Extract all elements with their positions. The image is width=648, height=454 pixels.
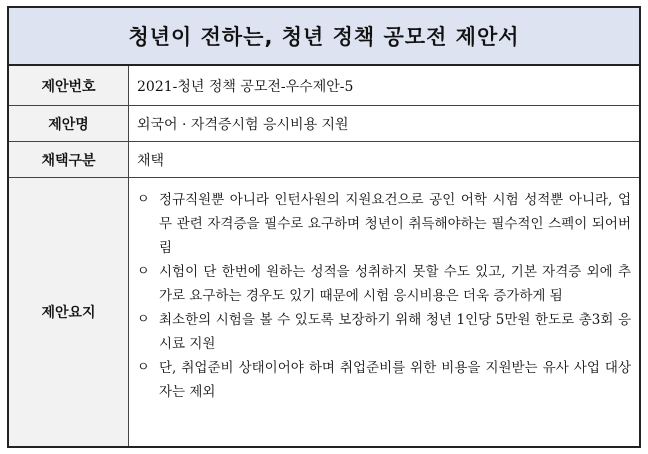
proposal-number-label: 제안번호 bbox=[9, 66, 129, 105]
title-row bbox=[9, 8, 639, 66]
summary-point-text: 정규직원뿐 아니라 인턴사원의 지원요건으로 공인 어학 시험 성적뿐 아니라, 업무 관련 자격증을 필수로 요구하며 청년이 취득해야하는 필수적인 스펙이 되어버림 bbox=[159, 192, 631, 256]
bullet-circle-icon: ㅇ bbox=[137, 312, 150, 327]
summary-point bbox=[137, 356, 631, 404]
row-proposal-name bbox=[9, 106, 639, 142]
summary-point-text: 시험이 단 한번에 원하는 성적을 성취하지 못할 수도 있고, 기본 자격증 외에 추가로 요구하는 경우도 있기 때문에 시험 응시비용은 더욱 증가하게 됨 bbox=[159, 264, 631, 304]
bullet-circle-icon: ㅇ bbox=[137, 192, 150, 207]
proposal-number-value: 2021-청년 정책 공모전-우수제안-5 bbox=[137, 78, 354, 95]
row-adoption-status bbox=[9, 142, 639, 178]
proposal-document bbox=[7, 6, 641, 448]
summary-point bbox=[137, 308, 631, 356]
summary-point-text: 단, 취업준비 상태이어야 하며 취업준비를 위한 비용을 지원받는 유사 사업 대상자는 제외 bbox=[159, 360, 631, 400]
adoption-status-value: 채택 bbox=[137, 152, 165, 169]
row-proposal-number bbox=[9, 66, 639, 106]
bullet-circle-icon: ㅇ bbox=[137, 264, 150, 279]
adoption-status-label: 채택구분 bbox=[9, 142, 129, 177]
row-summary bbox=[9, 178, 639, 446]
summary-point bbox=[137, 188, 631, 260]
bullet-circle-icon: ㅇ bbox=[137, 360, 150, 375]
summary-label: 제안요지 bbox=[9, 178, 129, 446]
summary-point bbox=[137, 260, 631, 308]
summary-content bbox=[129, 178, 639, 446]
proposal-name-label: 제안명 bbox=[9, 106, 129, 141]
summary-point-text: 최소한의 시험을 볼 수 있도록 보장하기 위해 청년 1인당 5만원 한도로 총3회 응시료 지원 bbox=[159, 312, 631, 352]
document-title: 청년이 전하는, 청년 정책 공모전 제안서 bbox=[128, 25, 520, 49]
proposal-name-value: 외국어 · 자격증시험 응시비용 지원 bbox=[137, 116, 349, 133]
